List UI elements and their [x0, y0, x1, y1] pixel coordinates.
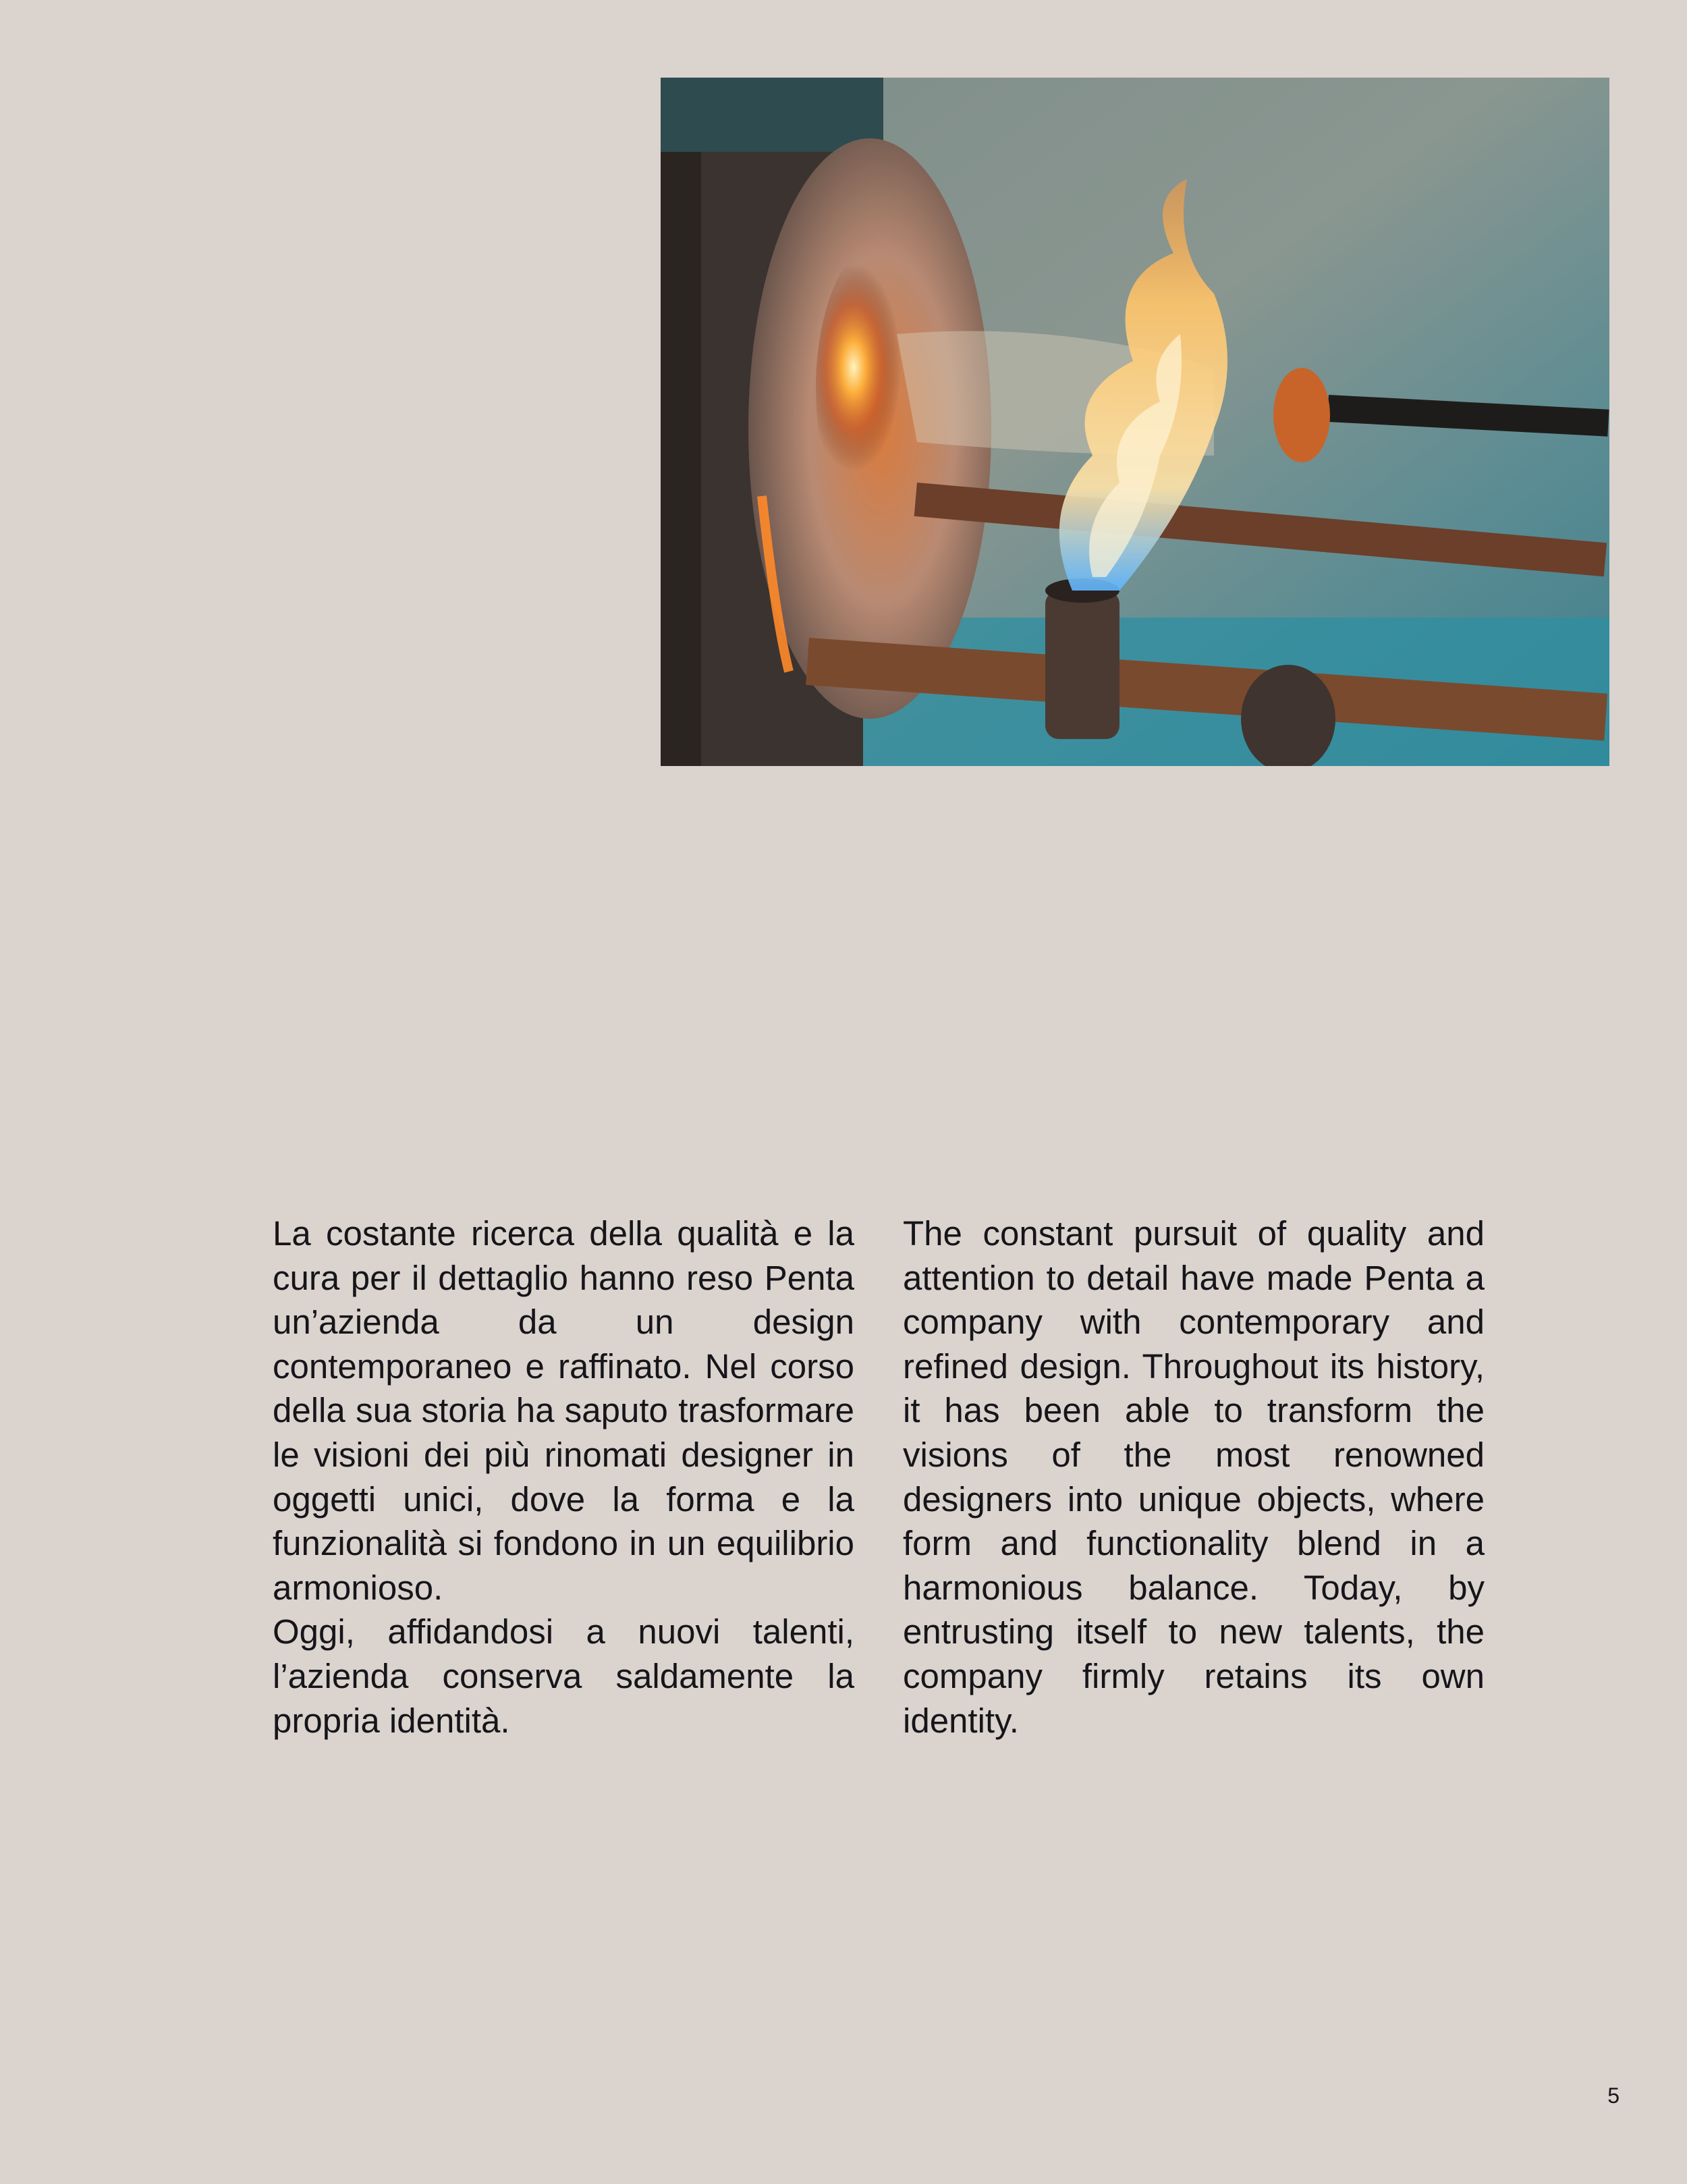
- english-paragraph: The constant pursuit of quality and attention to detail have made Penta a company with contemporary and refined design. Throughout its history, it has been able to transform the visions of the most renowned designers into unique objects, where form and functionality blend in a harmonious balance. Today, by entrusting itself to new talents, the company firmly retains its own identity.: [903, 1214, 1485, 1740]
- italian-text-column: [273, 1211, 854, 1743]
- italian-paragraph: Oggi, affidandosi a nuovi talenti, l’azienda conserva saldamente la propria identità.: [273, 1612, 854, 1740]
- page-number: 5: [1607, 2083, 1620, 2108]
- english-text-column: [903, 1211, 1485, 1743]
- glassblowing-furnace-photo: [661, 78, 1609, 766]
- italian-paragraph: La costante ricerca della qualità e la cura per il dettaglio hanno reso Penta un’azienda da un design contemporaneo e raffinato. Nel corso della sua storia ha saputo trasformare le visioni dei più rinomati designer in oggetti unici, dove la forma e la funzionalità si fondono in un equilibrio armonioso.: [273, 1214, 854, 1607]
